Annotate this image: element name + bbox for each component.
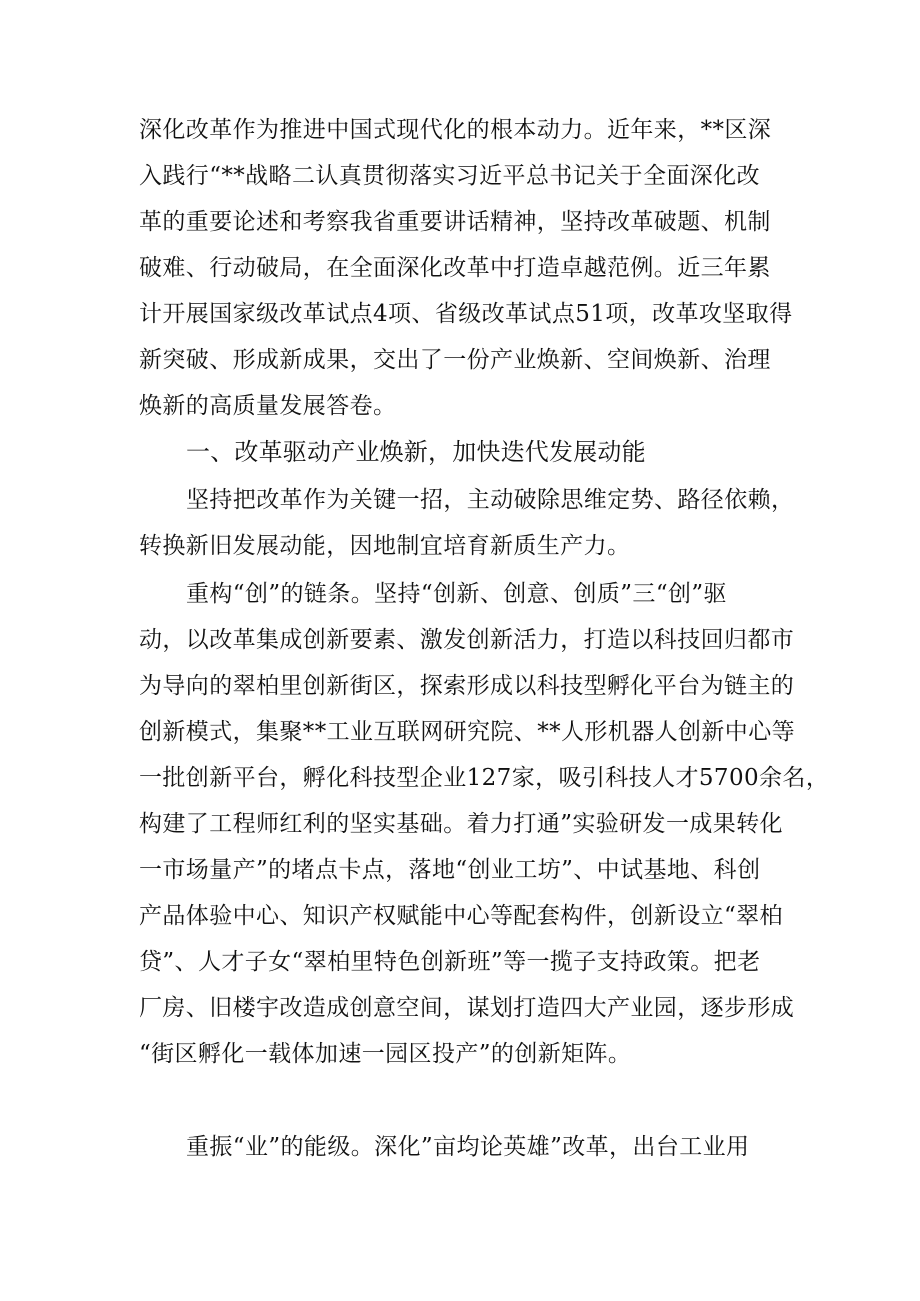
paragraph-line: 计开展国家级改革试点4项、省级改革试点51项，改革攻坚取得: [139, 301, 793, 327]
paragraph-line: 坚持把改革作为关键一招，主动破除思维定势、路径依赖，: [186, 487, 795, 513]
paragraph-line: 一市场量产”的堵点卡点，落地“创业工坊”、中试基地、科创: [139, 857, 761, 883]
paragraph-line: 新突破、形成新成果，交出了一份产业焕新、空间焕新、治理: [139, 347, 771, 373]
paragraph-line: 动，以改革集成创新要素、激发创新活力，打造以科技回归都市: [139, 627, 795, 653]
paragraph-line: 构建了工程师红利的坚实基础。着力打通”实验研发一成果转化: [139, 811, 783, 837]
paragraph-line: 贷”、人才子女“翠柏里特色创新班”等一揽子支持政策。把老: [139, 949, 761, 975]
paragraph-line: 重振“业”的能级。深化”亩均论英雄”改革，出台工业用: [186, 1134, 750, 1160]
paragraph-line: 入践行“**战略二认真贯彻落实习近平总书记关于全面深化改: [139, 163, 760, 189]
paragraph-line: 重构“创”的链条。坚持“创新、创意、创质”三“创”驱: [186, 581, 727, 607]
paragraph-line: 破难、行动破局，在全面深化改革中打造卓越范例。近三年累: [139, 255, 771, 281]
paragraph-line: 产品体验中心、知识产权赋能中心等配套构件，创新设立“翠柏: [139, 903, 783, 929]
paragraph-line: 一批创新平台，孵化科技型企业127家，吸引科技人才5700余名，: [139, 765, 830, 791]
section-heading: 一、改革驱动产业焕新，加快迭代发展动能: [186, 438, 646, 466]
paragraph-line: “街区孵化一载体加速一园区投产”的创新矩阵。: [139, 1041, 632, 1067]
paragraph-line: 转换新旧发展动能，因地制宜培育新质生产力。: [139, 533, 631, 559]
paragraph-line: 焕新的高质量发展答卷。: [139, 393, 397, 419]
paragraph-line: 厂房、旧楼宇改造成创意空间，谋划打造四大产业园，逐步形成: [139, 995, 795, 1021]
paragraph-line: 深化改革作为推进中国式现代化的根本动力。近年来，**区深: [139, 117, 772, 143]
paragraph-line: 创新模式，集聚**工业互联网研究院、**人形机器人创新中心等: [139, 719, 795, 745]
paragraph-line: 为导向的翠柏里创新街区，探索形成以科技型孵化平台为链主的: [139, 673, 795, 699]
paragraph-line: 革的重要论述和考察我省重要讲话精神，坚持改革破题、机制: [139, 209, 771, 235]
